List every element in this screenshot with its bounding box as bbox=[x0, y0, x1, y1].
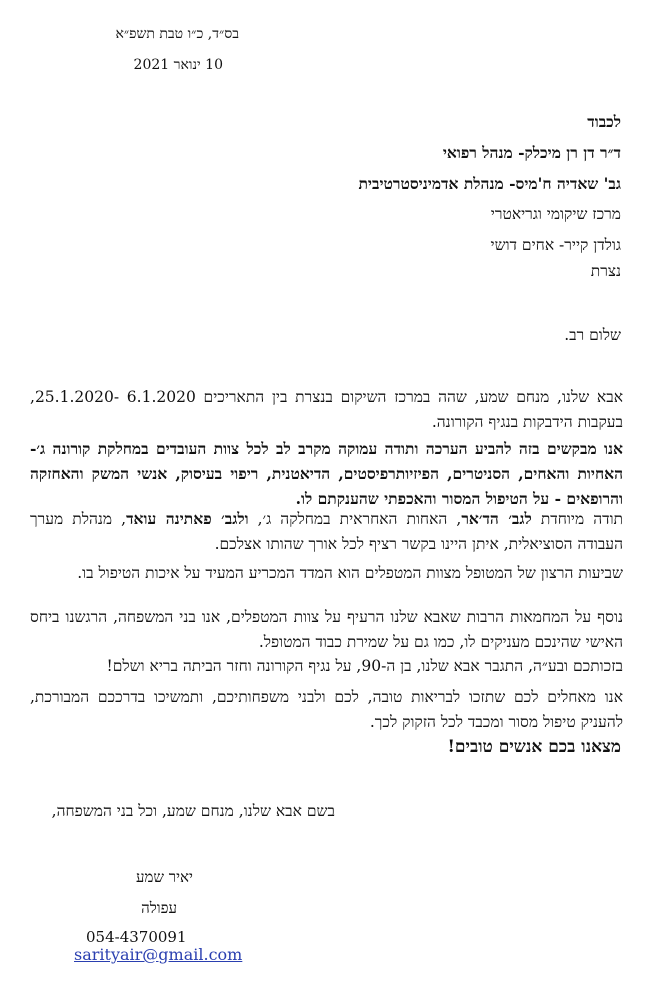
addressee-line-3: מרכז שיקומי וגריאטרי bbox=[490, 205, 621, 223]
addressee-honorific: לכבוד bbox=[587, 112, 621, 131]
addressee-line-2: גב' שאדיה ח'מיס- מנהלת אדמיניסטרטיבית bbox=[358, 174, 621, 193]
p3-before: תודה מיוחדת bbox=[531, 510, 623, 528]
hebrew-date: בס״ד, כ״ו טבת תשפ״א bbox=[115, 26, 239, 42]
signature-phone: 054-4370091 bbox=[86, 928, 187, 946]
p3-name-2: ולגב׳ פאתינה עואד bbox=[126, 509, 249, 528]
closing-bold-line: מצאנו בכם אנשים טובים! bbox=[447, 737, 621, 757]
p3-middle: , האחות האחראית במחלקה ג׳, bbox=[248, 510, 462, 528]
paragraph-6: בזכותכם ובע״ה, התגבר אבא שלנו, בן ה-90, על נגיף הקורונה וחזר הביתה בריא ושלם! bbox=[106, 657, 623, 675]
signoff-line: בשם אבא שלנו, מנחם שמע, וכל בני המשפחה, bbox=[51, 802, 335, 820]
paragraph-1: אבא שלנו, מנחם שמע, שהה במרכז השיקום בנצרת בין התאריכים 6.1.2020 -25.1.2020, בעקבות הידבקות בנגיף הקורונה. bbox=[30, 388, 623, 431]
addressee-line-5: נצרת bbox=[590, 262, 621, 280]
gregorian-date: 10 ינואר 2021 bbox=[133, 57, 223, 73]
p3-after: , מנהלת מערך העבודה הסוציאלית, איתן היינו בקשר רציף לכל אורך שהותו אצלכם. bbox=[30, 510, 623, 553]
paragraph-3-special-thanks bbox=[30, 506, 623, 557]
signature-email-link[interactable]: sarityair@gmail.com bbox=[74, 945, 243, 964]
addressee-line-1: ד״ר דן רן מיכלק- מנהל רפואי bbox=[442, 143, 621, 162]
paragraph-7: אנו מאחלים לכם שתזכו לבריאות טובה, לכם ולבני משפחותיכם, ותמשיכו בדרככם המבורכת, להעניק טיפול מסור ומכבד לכל הזקוק לכך. bbox=[30, 688, 623, 731]
signature-name: יאיר שמע bbox=[135, 868, 193, 886]
paragraph-2-thanks: אנו מבקשים בזה להביע הערכה ותודה עמוקה מקרב לב לכל צוות העובדים במחלקת קורונה ג׳- האחיות והאחים, הסניטרים, הפיזיותרפיסטים, הדיאטנית, ריפוי בעיסוק, אנשי המשק והאחזקה והרופאים - על הטיפול המסור והאכפתי שהענקתם לו. bbox=[30, 439, 623, 508]
signature-city: עפולה bbox=[141, 899, 177, 917]
addressee-line-4: גולדן קייר- אחים דושי bbox=[490, 236, 621, 254]
p3-name-1: לגב׳ הד׳אר bbox=[461, 509, 532, 528]
paragraph-5: נוסף על המחמאות הרבות שאבא שלנו הרעיף על צוות המטפלים, אנו בני המשפחה, הרגשנו ביחס האישי שהינכם מעניקים לו, כמו גם על שמירת כבוד המטופל. bbox=[30, 608, 623, 651]
paragraph-4: שביעות הרצון של המטופל מצוות המטפלים הוא המדד המכריע המעיד על איכות הטיפול בו. bbox=[77, 564, 623, 582]
greeting: שלום רב. bbox=[564, 326, 621, 344]
